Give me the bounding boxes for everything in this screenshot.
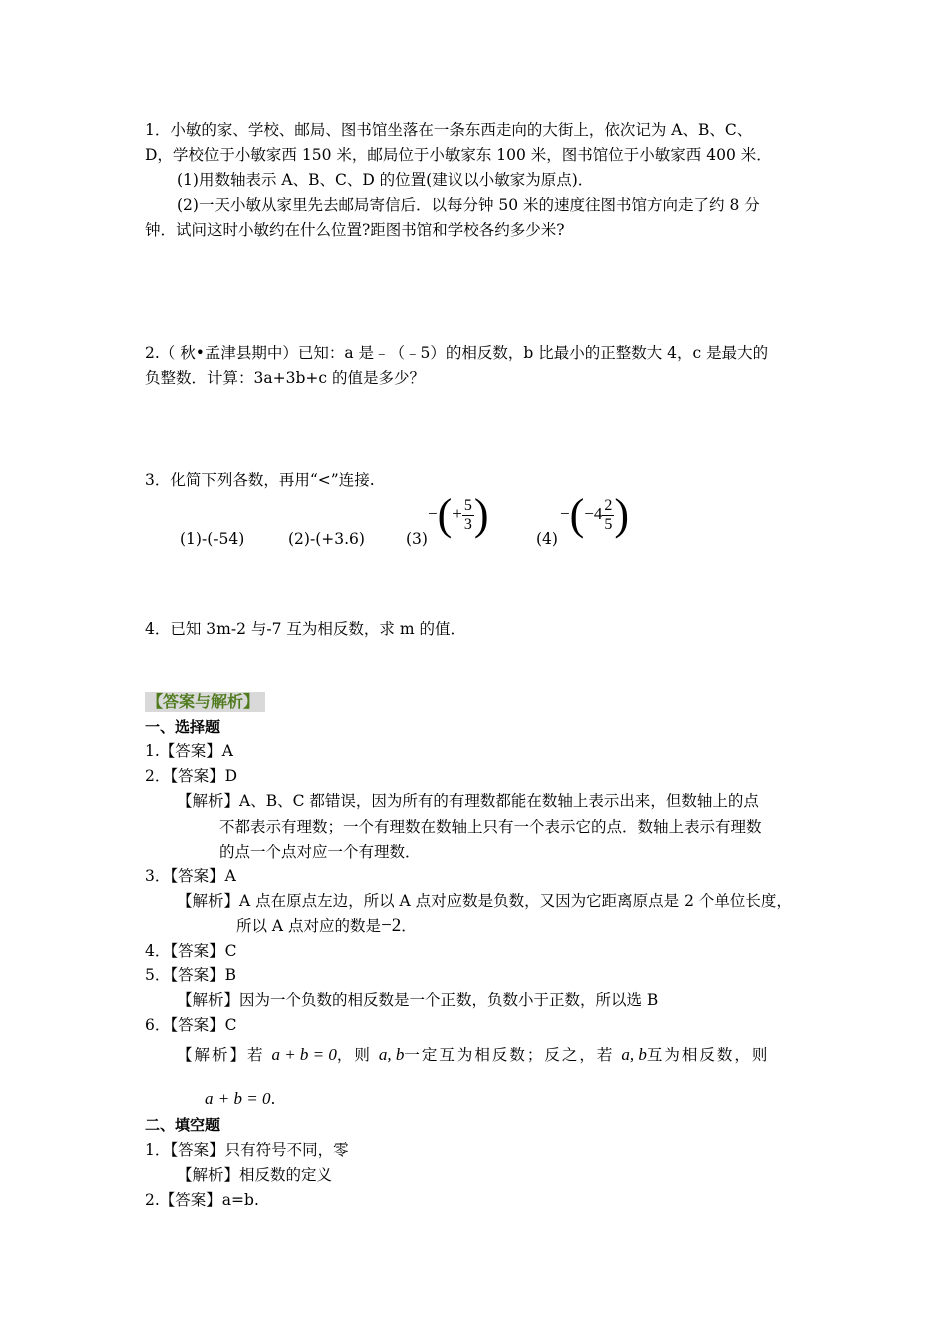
answer-3-explain-1: 【解析】A 点在原点左边，所以 A 点对应数是负数，又因为它距离原点是 2 个单位长度， bbox=[177, 892, 792, 910]
answer-6-explain-1 bbox=[177, 1045, 769, 1065]
left-paren: ( bbox=[569, 490, 585, 539]
answer-3-explain-2-text: 所以 A 点对应的数是 bbox=[236, 917, 382, 935]
left-paren: ( bbox=[437, 490, 453, 539]
answer-2-explain-1: 【解析】A、B、C 都错误，因为所有的有理数都能在数轴上表示出来，但数轴上的点 bbox=[177, 792, 759, 810]
answer-6-period: . bbox=[270, 1090, 276, 1108]
minus-sign: − bbox=[560, 503, 570, 523]
answer-3-value: −2 bbox=[381, 915, 402, 936]
denominator: 5 bbox=[604, 515, 613, 533]
q3-item3-expr bbox=[428, 490, 489, 539]
q4-line1: 4．已知 3m-2 与-7 互为相反数，求 m 的值． bbox=[145, 620, 466, 638]
answer-6-explain-2 bbox=[205, 1089, 275, 1109]
q1-line4: (2)一天小敏从家里先去邮局寄信后．以每分钟 50 米的速度往图书馆方向走了约 8 分 bbox=[177, 196, 760, 214]
q3-item3-label: (3) bbox=[406, 530, 428, 548]
math-a-b: a, b bbox=[378, 1045, 405, 1064]
math-a-b-2: a, b bbox=[621, 1045, 647, 1064]
answer-1: 1.【答案】A bbox=[145, 742, 233, 760]
q3-item4-expr bbox=[560, 490, 629, 539]
minus-sign: − bbox=[428, 503, 438, 523]
answer-6-text-c: 一定互为相反数；反之，若 bbox=[404, 1046, 615, 1064]
section-choice-title: 一、选择题 bbox=[145, 718, 221, 736]
answer-5: 5．【答案】B bbox=[145, 966, 237, 984]
q1-line2: D，学校位于小敏家西 150 米，邮局位于小敏家东 100 米，图书馆位于小敏家西 400 米． bbox=[145, 146, 772, 164]
answer-2-explain-3: 的点一个点对应一个有理数． bbox=[219, 843, 421, 861]
q1-line3: (1)用数轴表示 A、B、C、D 的位置(建议以小敏家为原点)． bbox=[177, 171, 594, 189]
fraction bbox=[462, 497, 474, 534]
answer-2: 2．【答案】D bbox=[145, 767, 238, 785]
right-paren: ) bbox=[614, 490, 629, 539]
answer-3: 3．【答案】A bbox=[145, 867, 236, 885]
q1-line5: 钟．试问这时小敏约在什么位置?距图书馆和学校各约多少米? bbox=[145, 221, 565, 239]
section-fill-title: 二、填空题 bbox=[145, 1116, 221, 1134]
plus-sign: + bbox=[452, 503, 462, 523]
q3-item2: (2)-(+3.6) bbox=[288, 530, 365, 548]
answer-banner: 【答案与解析】 bbox=[145, 692, 265, 712]
q3-item4-label: (4) bbox=[536, 530, 558, 548]
math-a-plus-b: a + b = 0 bbox=[271, 1045, 337, 1064]
math-a-plus-b-2: a + b = 0 bbox=[205, 1089, 271, 1108]
answer-2-explain-2: 不都表示有理数；一个有理数在数轴上只有一个表示它的点．数轴上表示有理数 bbox=[219, 818, 762, 836]
fill-answer-1: 1．【答案】只有符号不同，零 bbox=[145, 1141, 349, 1159]
answer-6-text-a: 【解析】若 bbox=[177, 1046, 265, 1064]
answer-3-explain-2 bbox=[236, 916, 417, 936]
right-paren: ) bbox=[473, 490, 489, 539]
answer-6-text-d: 互为相反数，则 bbox=[646, 1046, 770, 1064]
denominator: 3 bbox=[463, 515, 472, 533]
numerator: 5 bbox=[463, 496, 472, 514]
answer-6: 6．【答案】C bbox=[145, 1016, 237, 1034]
q2-line2: 负整数．计算：3a+3b+c 的值是多少？ bbox=[145, 369, 425, 387]
whole-part: −4 bbox=[584, 503, 603, 523]
numerator: 2 bbox=[604, 496, 613, 514]
answer-4: 4．【答案】C bbox=[145, 942, 237, 960]
fill-answer-1-explain: 【解析】相反数的定义 bbox=[177, 1166, 333, 1184]
fill-answer-2: 2.【答案】a=b. bbox=[145, 1191, 259, 1209]
q1-line1: 1．小敏的家、学校、邮局、图书馆坐落在一条东西走向的大街上，依次记为 A、B、C、 bbox=[145, 121, 753, 139]
q3-item1: (1)-(-54) bbox=[180, 530, 245, 548]
answer-6-text-b: ，则 bbox=[336, 1046, 372, 1064]
q2-line1: 2.（ 秋•孟津县期中）已知：a 是﹣（﹣5）的相反数，b 比最小的正整数大 4，c 是最大的 bbox=[145, 344, 769, 362]
fraction bbox=[602, 497, 614, 534]
answer-5-explain: 【解析】因为一个负数的相反数是一个正数，负数小于正数，所以选 B bbox=[177, 991, 659, 1009]
q3-title: 3．化简下列各数，再用“<”连接. bbox=[145, 471, 375, 489]
answer-3-period: ． bbox=[401, 917, 417, 935]
